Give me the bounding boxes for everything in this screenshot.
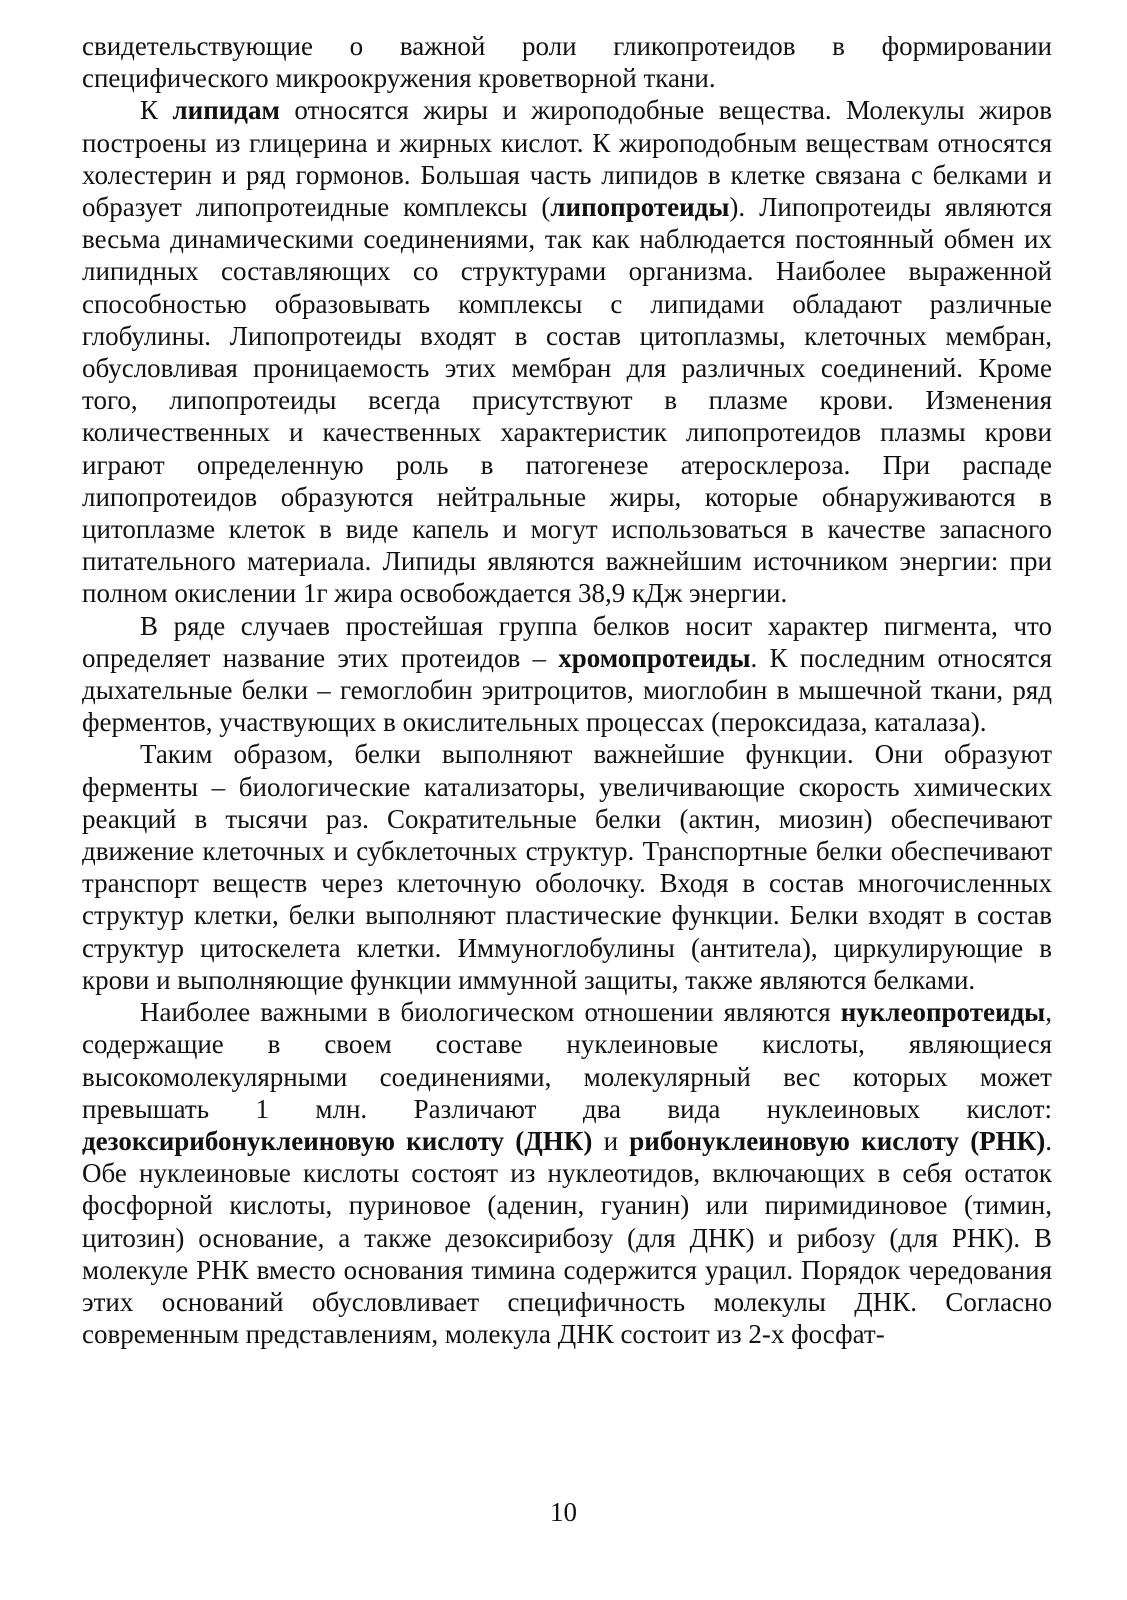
text-segment: свидетельствующие о важной роли гликопротеидов в формировании специфического микроокружения кроветворной ткани. — [82, 31, 1052, 94]
term-lipoproteids: липопротеиды — [550, 192, 730, 223]
paragraph-1 — [82, 30, 1052, 94]
paragraph-chromoproteids — [82, 610, 1052, 739]
paragraph-nucleoproteids — [82, 996, 1052, 1350]
text-segment: ). Липопротеиды являются весьма динамическими соединениями, так как наблюдается постоянный обмен их липидных составляющих со структурами организма. Наиболее выраженной способностью образовывать комплексы с липидами обладают различные глобулины. Липопротеиды входят в состав цитоплазмы, клеточных мембран, обусловливая проницаемость этих мембран для различных соединений. Кроме того, липопротеиды всегда присутствуют в плазме крови. Изменения количественных и качественных характеристик липопротеидов плазмы крови играют определенную роль в патогенезе атеросклероза. При распаде липопротеидов образуются нейтральные жиры, которые обнаруживаются в цитоплазме клеток в виде капель и могут использоваться в качестве запасного питательного материала. Липиды являются важнейшим источником энергии: при полном окислении 1г жира освобождается 38,9 кДж энергии. — [82, 192, 1052, 609]
term-lipids: липидам — [172, 95, 280, 126]
term-nucleoproteids: нуклеопротеиды — [840, 997, 1046, 1028]
paragraph-lipids — [82, 94, 1052, 609]
document-body — [82, 30, 1052, 1350]
text-segment: и — [592, 1125, 630, 1156]
text-segment: , содержащие в своем составе нуклеиновые кислоты, являющиеся высокомолекулярными соединениями, молекулярный вес которых может превышать 1 млн. Различают два вида нуклеиновых кислот: — [82, 997, 1052, 1124]
term-chromoproteids: хромопротеиды — [558, 642, 751, 673]
text-segment: . Обе нуклеиновые кислоты состоят из нуклеотидов, включающих в себя остаток фосфорной кислоты, пуриновое (аденин, гуанин) или пиримидиновое (тимин, цитозин) основание, а также дезоксирибозу (для ДНК) и рибозу (для РНК). В молекуле РНК вместо основания тимина содержится урацил. Порядок чередования этих оснований обусловливает специфичность молекулы ДНК. Согласно современным представлениям, молекула ДНК состоит из 2-х фосфат- — [82, 1125, 1052, 1350]
text-segment: К — [140, 95, 173, 126]
term-dna: дезоксирибонуклеиновую кислоту (ДНК) — [82, 1125, 593, 1156]
text-segment: относятся жиры и жироподобные вещества. Молекулы жиров построены из глицерина и жирных кислот. К жироподобным веществам относятся холестерин и ряд гормонов. Большая часть липидов в клетке связана с белками и образует липопротеидные комплексы ( — [82, 95, 1052, 223]
text-segment: Наиболее важными в биологическом отношении являются — [140, 997, 841, 1028]
term-rna: рибонуклеиновую кислоту (РНК) — [629, 1125, 1046, 1156]
text-segment: Таким образом, белки выполняют важнейшие функции. Они образуют ферменты – биологические катализаторы, увеличивающие скорость химических реакций в тысячи раз. Сократительные белки (актин, миозин) обеспечивают движение клеточных и субклеточных структур. Транспортные белки обеспечивают транспорт веществ через клеточную оболочку. Входя в состав многочисленных структур клетки, белки выполняют пластические функции. Белки входят в состав структур цитоскелета клетки. Иммуноглобулины (антитела), циркулирующие в крови и выполняющие функции иммунной защиты, также являются белками. — [82, 739, 1052, 995]
text-segment: . К последним относятся дыхательные белки – гемоглобин эритроцитов, миоглобин в мышечной ткани, ряд ферментов, участвующих в окислительных процессах (пероксидаза, каталаза). — [82, 642, 1052, 738]
page-number: 10 — [550, 1497, 577, 1527]
paragraph-protein-functions — [82, 738, 1052, 996]
text-segment: В ряде случаев простейшая группа белков носит характер пигмента, что определяет название этих протеидов – — [82, 610, 1052, 673]
